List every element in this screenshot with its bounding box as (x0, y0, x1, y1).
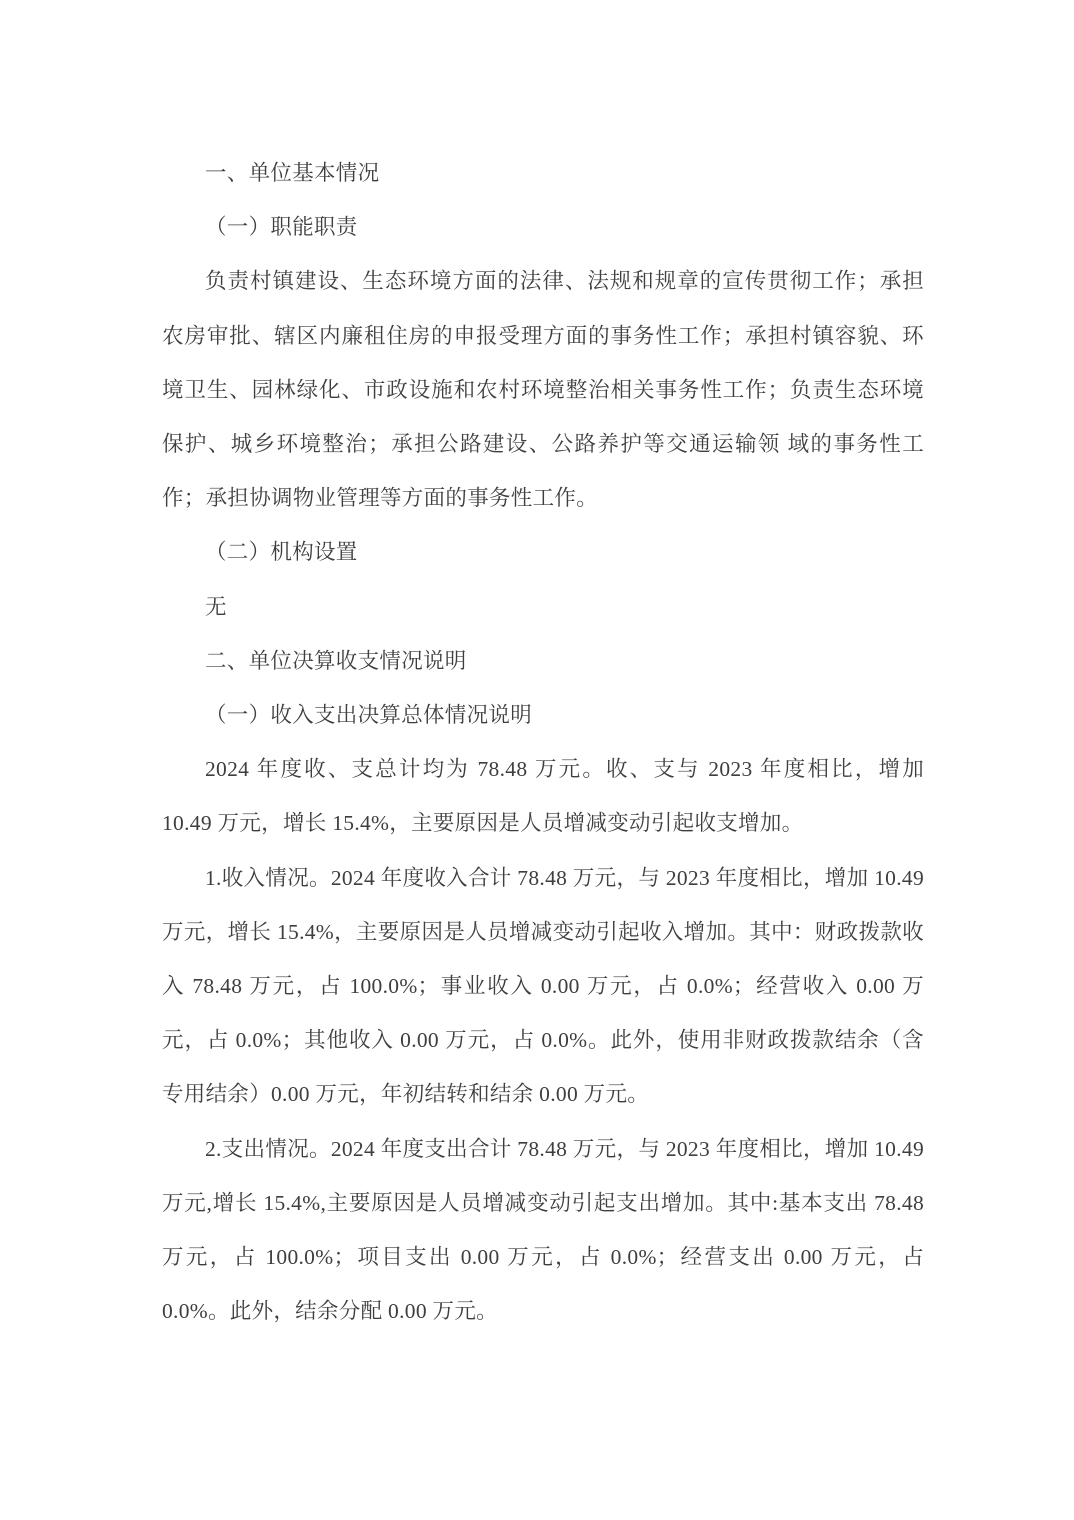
org-setup-none-paragraph: 无 (205, 594, 227, 619)
section-1-heading: 一、单位基本情况 (205, 161, 380, 185)
subsection-1-2-heading: （二）机构设置 (205, 540, 358, 565)
section-2-heading: 二、单位决算收支情况说明 (205, 648, 467, 673)
duties-paragraph: 负责村镇建设、生态环境方面的法律、法规和规章的宣传贯彻工作；承担农房审批、辖区内廉租住房的申报受理方面的事务性工作；承担村镇容貌、环境卫生、园林绿化、市政设施和农村环境整治相关事务性工作；负责生态环境保护、城乡环境整治；承担公路建设、公路养护等交通运输领 域的事务性工作；承担协调物业管理等方面的事务性工作。 (162, 269, 924, 511)
subsection-1-1-heading: （一）职能职责 (205, 215, 358, 240)
overall-budget-paragraph: 2024 年度收、支总计均为 78.48 万元。收、支与 2023 年度相比，增加 10.49 万元，增长 15.4%，主要原因是人员增减变动引起收支增加。 (162, 757, 924, 836)
subsection-2-1-heading: （一）收入支出决算总体情况说明 (205, 703, 533, 728)
income-situation-paragraph: 1.收入情况。2024 年度收入合计 78.48 万元，与 2023 年度相比，增加 10.49 万元，增长 15.4%，主要原因是人员增减变动引起收入增加。其中：财政拨款收入 78.48 万元，占 100.0%；事业收入 0.00 万元，占 0.0%；经营收入 0.00 万元，占 0.0%；其他收入 0.00 万元，占 0.0%。此外，使用非财政拨款结余（含专用结余）0.00 万元，年初结转和结余 0.00 万元。 (162, 865, 924, 1107)
expenditure-situation-paragraph: 2.支出情况。2024 年度支出合计 78.48 万元，与 2023 年度相比，增加 10.49 万元,增长 15.4%,主要原因是人员增减变动引起支出增加。其中:基本支出 78.48 万元，占 100.0%；项目支出 0.00 万元，占 0.0%；经营支出 0.00 万元，占 0.0%。此外，结余分配 0.00 万元。 (162, 1136, 924, 1324)
